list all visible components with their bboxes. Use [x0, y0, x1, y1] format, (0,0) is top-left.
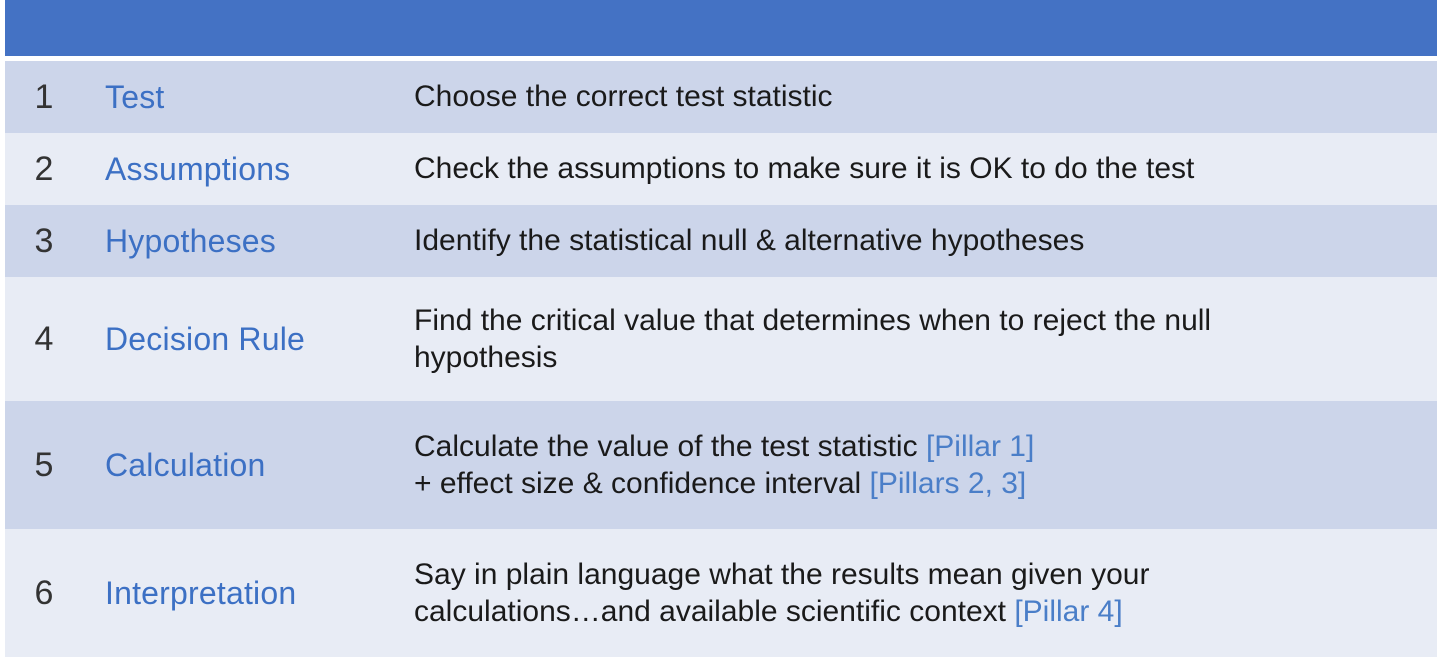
- desc-line-1: Say in plain language what the results mean given your: [414, 557, 1150, 591]
- row-step-name: Hypotheses: [83, 205, 398, 277]
- table-row: [5, 277, 1437, 401]
- desc-line-1: Check the assumptions to make sure it is OK to do the test: [414, 152, 1195, 186]
- table-row: [5, 401, 1437, 529]
- row-step-name: Assumptions: [83, 133, 398, 205]
- row-step-name: Interpretation: [83, 529, 398, 657]
- row-description: [398, 61, 1437, 133]
- table-row: [5, 205, 1437, 277]
- row-number: 2: [5, 133, 83, 205]
- table-header-bar: [5, 0, 1437, 56]
- table-row: [5, 61, 1437, 133]
- row-step-name: Calculation: [83, 401, 398, 529]
- pillar-tag: [Pillars 2, 3]: [869, 467, 1027, 500]
- table-row: [5, 133, 1437, 205]
- row-step-name: Test: [83, 61, 398, 133]
- row-number: 4: [5, 277, 83, 401]
- row-description: [398, 529, 1437, 657]
- desc-line-2: + effect size & confidence interval: [414, 467, 870, 500]
- desc-line-2: hypothesis: [414, 341, 558, 374]
- hypothesis-test-steps-table: [5, 0, 1437, 657]
- pillar-tag: [Pillar 4]: [1014, 595, 1123, 628]
- pillar-tag: [Pillar 1]: [925, 429, 1035, 463]
- desc-line-1: Find the critical value that determines when to reject the null: [414, 303, 1212, 337]
- row-number: 5: [5, 401, 83, 529]
- desc-line-1: Calculate the value of the test statistic: [414, 429, 926, 463]
- row-step-name: Decision Rule: [83, 277, 398, 401]
- desc-line-2-wrap: [414, 593, 1423, 630]
- header-bar-cell: [5, 0, 1437, 56]
- row-number: 6: [5, 529, 83, 657]
- row-number: 3: [5, 205, 83, 277]
- desc-line-2-wrap: [414, 465, 1423, 502]
- row-description: [398, 401, 1437, 529]
- row-description: [398, 277, 1437, 401]
- row-number: 1: [5, 61, 83, 133]
- desc-line-1: Choose the correct test statistic: [414, 80, 833, 114]
- desc-line-2: calculations…and available scientific context: [414, 595, 1015, 628]
- desc-line-1: Identify the statistical null & alternative hypotheses: [414, 224, 1085, 258]
- row-description: [398, 133, 1437, 205]
- row-description: [398, 205, 1437, 277]
- table-row: [5, 529, 1437, 657]
